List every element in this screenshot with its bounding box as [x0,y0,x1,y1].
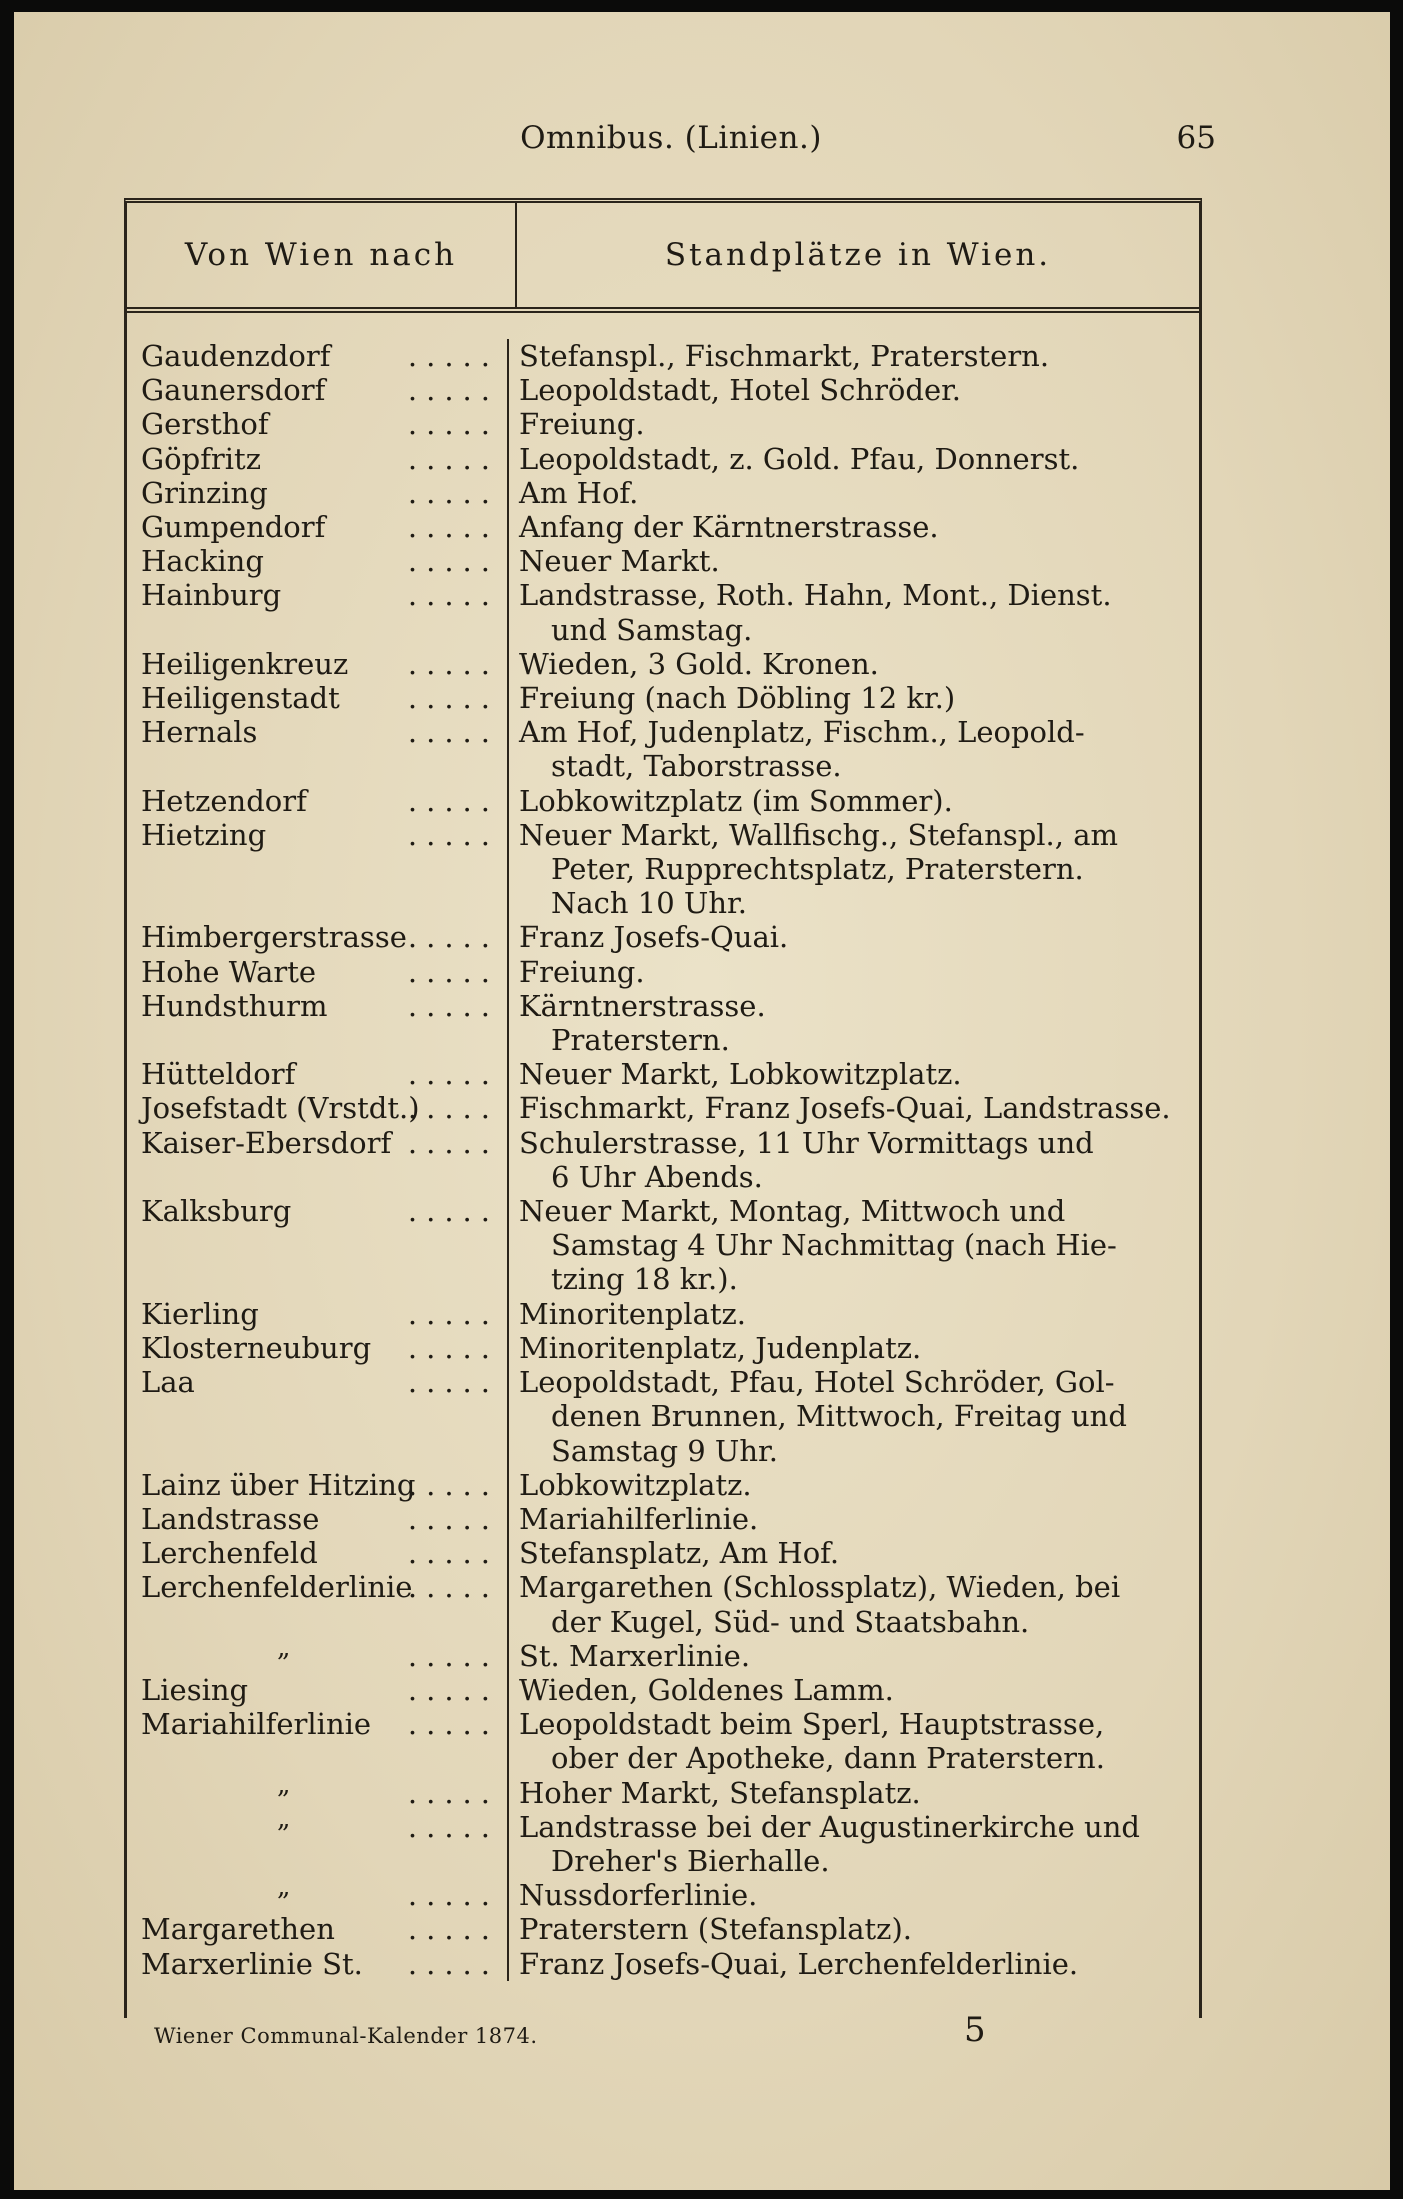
running-title: Omnibus. (Linien.) [520,120,822,156]
table-row [127,1468,1199,1502]
destination-name: Hacking [141,544,264,579]
destination-name: Klosterneuburg [141,1330,372,1365]
table-row [127,1673,1199,1707]
stand-text-line: denen Brunnen, Mittwoch, Freitag und [551,1399,1127,1434]
destination-cell [127,476,507,510]
destination-name: Kierling [141,1296,259,1331]
stand-cell [507,476,1199,510]
destination-cell [127,1536,507,1570]
stand-cell [507,1297,1199,1331]
destination-name: Kaiser-Ebersdorf [141,1125,392,1160]
leader-dots: ..... [407,1091,499,1126]
destination-name: Marxerlinie St. [141,1946,363,1981]
stand-cell [507,1912,1199,1946]
omnibus-table [124,198,1202,2018]
stand-text-line: Stefansplatz, Am Hof. [519,1536,840,1571]
destination-cell [127,442,507,476]
destination-cell [127,784,507,818]
destination-name: Gumpendorf [141,510,326,545]
destination-cell [127,1468,507,1502]
stand-text-line: Am Hof. [519,475,639,510]
stand-text-line: Leopoldstadt, Hotel Schröder. [519,373,962,408]
table-row [127,1947,1199,1981]
destination-cell [127,1570,507,1638]
ditto-mark: „ [277,1632,291,1663]
stand-text-line: Praterstern. [551,1023,730,1058]
table-row [127,1194,1199,1297]
leader-dots: ..... [407,954,499,989]
stand-text-line: Freiung (nach Döbling 12 kr.) [519,681,956,716]
table-row [127,373,1199,407]
stand-text-line: Dreher's Bierhalle. [551,1843,830,1878]
leader-dots: ..... [407,783,499,818]
footer-publication: Wiener Communal-Kalender 1874. [154,2024,538,2048]
stand-text-line: Neuer Markt. [519,544,720,579]
table-row [127,1365,1199,1468]
table-row [127,647,1199,681]
stand-cell [507,1707,1199,1775]
destination-name: Himbergerstrasse [141,920,407,955]
destination-cell [127,1673,507,1707]
destination-name: Lerchenfeld [141,1536,318,1571]
running-head [126,120,1216,164]
stand-text-line: Landstrasse, Roth. Hahn, Mont., Dienst. [519,578,1112,613]
destination-name: Mariahilferlinie [141,1707,372,1742]
destination-cell [127,818,507,921]
table-row [127,1057,1199,1091]
stand-text-line: Wieden, 3 Gold. Kronen. [519,646,879,681]
stand-cell [507,1468,1199,1502]
destination-name: Hohe Warte [141,954,317,989]
stand-cell [507,373,1199,407]
leader-dots: ..... [407,988,499,1023]
leader-dots: ..... [407,817,499,852]
destination-name: Gaudenzdorf [141,339,331,373]
stand-cell [507,1091,1199,1125]
table-row [127,407,1199,441]
destination-cell [127,1872,507,1913]
stand-cell [507,339,1199,373]
stand-text-line: Margarethen (Schlossplatz), Wieden, bei [519,1570,1121,1605]
leader-dots: ..... [407,715,499,750]
table-row [127,784,1199,818]
destination-cell [127,1194,507,1297]
leader-dots: ..... [407,1570,499,1605]
stand-cell [507,407,1199,441]
stand-cell [507,1536,1199,1570]
leader-dots: ..... [407,373,499,408]
leader-dots: ..... [407,1809,499,1844]
stand-text-line: Hoher Markt, Stefansplatz. [519,1775,921,1810]
table-row [127,1502,1199,1536]
destination-cell [127,1057,507,1091]
table-row [127,818,1199,921]
table-row [127,544,1199,578]
stand-cell [507,578,1199,646]
stand-text-line: Wieden, Goldenes Lamm. [519,1672,894,1707]
stand-text-line: St. Marxerlinie. [519,1638,751,1673]
table-row [127,989,1199,1057]
stand-text-line: Praterstern (Stefansplatz). [519,1912,912,1947]
stand-text-line: Lobkowitzplatz. [519,1467,752,1502]
destination-cell [127,407,507,441]
table-row [127,1091,1199,1125]
destination-name: Hietzing [141,817,267,852]
leader-dots: ..... [407,1638,499,1673]
destination-name: Lerchenfelderlinie [141,1570,413,1605]
leader-dots: ..... [407,1467,499,1502]
stand-text-line: Leopoldstadt, z. Gold. Pfau, Donnerst. [519,441,1080,476]
table-header [127,203,1199,313]
footer-signature: 5 [964,2010,986,2050]
stand-text-line: Leopoldstadt, Pfau, Hotel Schröder, Gol- [519,1365,1115,1400]
destination-name: Laa [141,1365,195,1400]
leader-dots: ..... [407,441,499,476]
destination-cell [127,1803,507,1878]
stand-text-line: Minoritenplatz. [519,1296,747,1331]
destination-cell [127,1126,507,1194]
stand-cell [507,784,1199,818]
leader-dots: ..... [407,407,499,442]
column-header-stand: Standplätze in Wien. [664,237,1052,273]
stand-text-line: Nussdorferlinie. [519,1878,758,1913]
destination-cell [127,715,507,783]
leader-dots: ..... [407,1878,499,1913]
table-row [127,1632,1199,1673]
stand-text-line: Lobkowitzplatz (im Sommer). [519,783,953,818]
stand-cell [507,715,1199,783]
destination-name: Hetzendorf [141,783,307,818]
table-row [127,578,1199,646]
destination-name: Hainburg [141,578,282,613]
stand-cell [507,1673,1199,1707]
destination-cell [127,1331,507,1365]
stand-cell [507,1639,1199,1673]
stand-cell [507,1331,1199,1365]
leader-dots: ..... [407,1672,499,1707]
destination-cell [127,920,507,954]
destination-cell [127,1502,507,1536]
destination-name: Josefstadt (Vrstdt.) [141,1091,420,1126]
stand-text-line: Stefanspl., Fischmarkt, Praterstern. [519,339,1050,373]
destination-name: Hernals [141,715,258,750]
stand-cell [507,647,1199,681]
stand-text-line: Neuer Markt, Wallfischg., Stefanspl., am [519,817,1119,852]
stand-cell [507,1057,1199,1091]
stand-text-line: Anfang der Kärntnerstrasse. [519,510,939,545]
destination-name: Lainz über Hitzing [141,1467,416,1502]
table-row [127,681,1199,715]
table-row [127,1570,1199,1638]
destination-cell [127,1707,507,1775]
leader-dots: ..... [407,1536,499,1571]
destination-name: Kalksburg [141,1194,292,1229]
stand-cell [507,681,1199,715]
leader-dots: ..... [407,1296,499,1331]
leader-dots: ..... [407,1365,499,1400]
destination-cell [127,681,507,715]
page-number: 65 [1176,120,1216,156]
leader-dots: ..... [407,646,499,681]
column-header-from: Von Wien nach [127,203,517,307]
stand-text-line: Leopoldstadt beim Sperl, Hauptstrasse, [519,1707,1105,1742]
stand-text-line: Neuer Markt, Montag, Mittwoch und [519,1194,1066,1229]
leader-dots: ..... [407,1707,499,1742]
stand-cell [507,1570,1199,1638]
stand-cell [507,818,1199,921]
stand-cell [507,1194,1199,1297]
leader-dots: ..... [407,1946,499,1981]
table-row [127,1126,1199,1194]
leader-dots: ..... [407,681,499,716]
stand-cell [507,1126,1199,1194]
leader-dots: ..... [407,339,499,373]
destination-name: Heiligenkreuz [141,646,349,681]
stand-text-line: Freiung. [519,954,645,989]
stand-text-line: Franz Josefs-Quai, Lerchenfelderlinie. [519,1946,1079,1981]
stand-cell [507,544,1199,578]
stand-text-line: Neuer Markt, Lobkowitzplatz. [519,1057,962,1092]
table-body [127,339,1199,1981]
stand-cell [507,989,1199,1057]
leader-dots: ..... [407,578,499,613]
stand-cell [507,1776,1199,1810]
stand-text-line: tzing 18 kr.). [551,1262,738,1297]
destination-name: Hundsthurm [141,988,328,1023]
table-row [127,1912,1199,1946]
stand-cell [507,442,1199,476]
stand-cell [507,1810,1199,1878]
leader-dots: ..... [407,1912,499,1947]
table-row [127,510,1199,544]
destination-cell [127,647,507,681]
destination-name: Gaunersdorf [141,373,326,408]
destination-cell [127,544,507,578]
table-row [127,1331,1199,1365]
ditto-mark: „ [277,1769,291,1800]
stand-text-line: Freiung. [519,407,645,442]
stand-text-line: und Samstag. [551,612,753,647]
table-row [127,1803,1199,1878]
leader-dots: ..... [407,1330,499,1365]
leader-dots: ..... [407,1775,499,1810]
page [14,12,1390,2190]
stand-cell [507,510,1199,544]
table-row [127,1297,1199,1331]
leader-dots: ..... [407,920,499,955]
leader-dots: ..... [407,475,499,510]
destination-cell [127,1769,507,1810]
table-row [127,1707,1199,1775]
destination-name: Landstrasse [141,1501,320,1536]
stand-text-line: Am Hof, Judenplatz, Fischm., Leopold- [519,715,1085,750]
table-row [127,955,1199,989]
destination-cell [127,1632,507,1673]
stand-cell [507,1365,1199,1468]
stand-text-line: Kärntnerstrasse. [519,988,766,1023]
stand-text-line: Minoritenplatz, Judenplatz. [519,1330,922,1365]
stand-text-line: der Kugel, Süd- und Staatsbahn. [551,1604,1030,1639]
table-row [127,715,1199,783]
destination-cell [127,1297,507,1331]
stand-cell [507,955,1199,989]
stand-text-line: Franz Josefs-Quai. [519,920,789,955]
stand-cell [507,1947,1199,1981]
stand-cell [507,1502,1199,1536]
destination-name: Liesing [141,1672,249,1707]
destination-name: Grinzing [141,475,268,510]
stand-text-line: Samstag 9 Uhr. [551,1433,778,1468]
stand-text-line: Samstag 4 Uhr Nachmittag (nach Hie- [551,1228,1117,1263]
stand-text-line: Mariahilferlinie. [519,1501,759,1536]
leader-dots: ..... [407,1194,499,1229]
destination-cell [127,955,507,989]
table-row [127,339,1199,373]
destination-cell [127,1912,507,1946]
destination-cell [127,339,507,373]
leader-dots: ..... [407,1501,499,1536]
destination-name: Hütteldorf [141,1057,296,1092]
table-row [127,442,1199,476]
destination-cell [127,578,507,646]
ditto-mark: „ [277,1803,291,1834]
table-row [127,920,1199,954]
destination-cell [127,1091,507,1125]
stand-text-line: Peter, Rupprechtsplatz, Praterstern. [551,852,1084,887]
leader-dots: ..... [407,544,499,579]
stand-cell [507,1878,1199,1912]
table-row [127,476,1199,510]
destination-cell [127,1365,507,1468]
destination-cell [127,989,507,1057]
stand-text-line: Landstrasse bei der Augustinerkirche und [519,1809,1140,1844]
destination-name: Heiligenstadt [141,681,340,716]
stand-text-line: Schulerstrasse, 11 Uhr Vormittags und [519,1125,1094,1160]
leader-dots: ..... [407,1057,499,1092]
ditto-mark: „ [277,1872,291,1903]
stand-text-line: stadt, Taborstrasse. [551,749,842,784]
stand-text-line: 6 Uhr Abends. [551,1159,763,1194]
stand-text-line: Fischmarkt, Franz Josefs-Quai, Landstrasse. [519,1091,1171,1126]
destination-name: Margarethen [141,1912,335,1947]
destination-cell [127,1947,507,1981]
table-row [127,1536,1199,1570]
stand-text-line: Nach 10 Uhr. [551,886,747,921]
destination-name: Göpfritz [141,441,261,476]
destination-cell [127,510,507,544]
leader-dots: ..... [407,1125,499,1160]
leader-dots: ..... [407,510,499,545]
stand-cell [507,920,1199,954]
table-row [127,1872,1199,1913]
stand-text-line: ober der Apotheke, dann Praterstern. [551,1741,1105,1776]
destination-cell [127,373,507,407]
destination-name: Gersthof [141,407,269,442]
